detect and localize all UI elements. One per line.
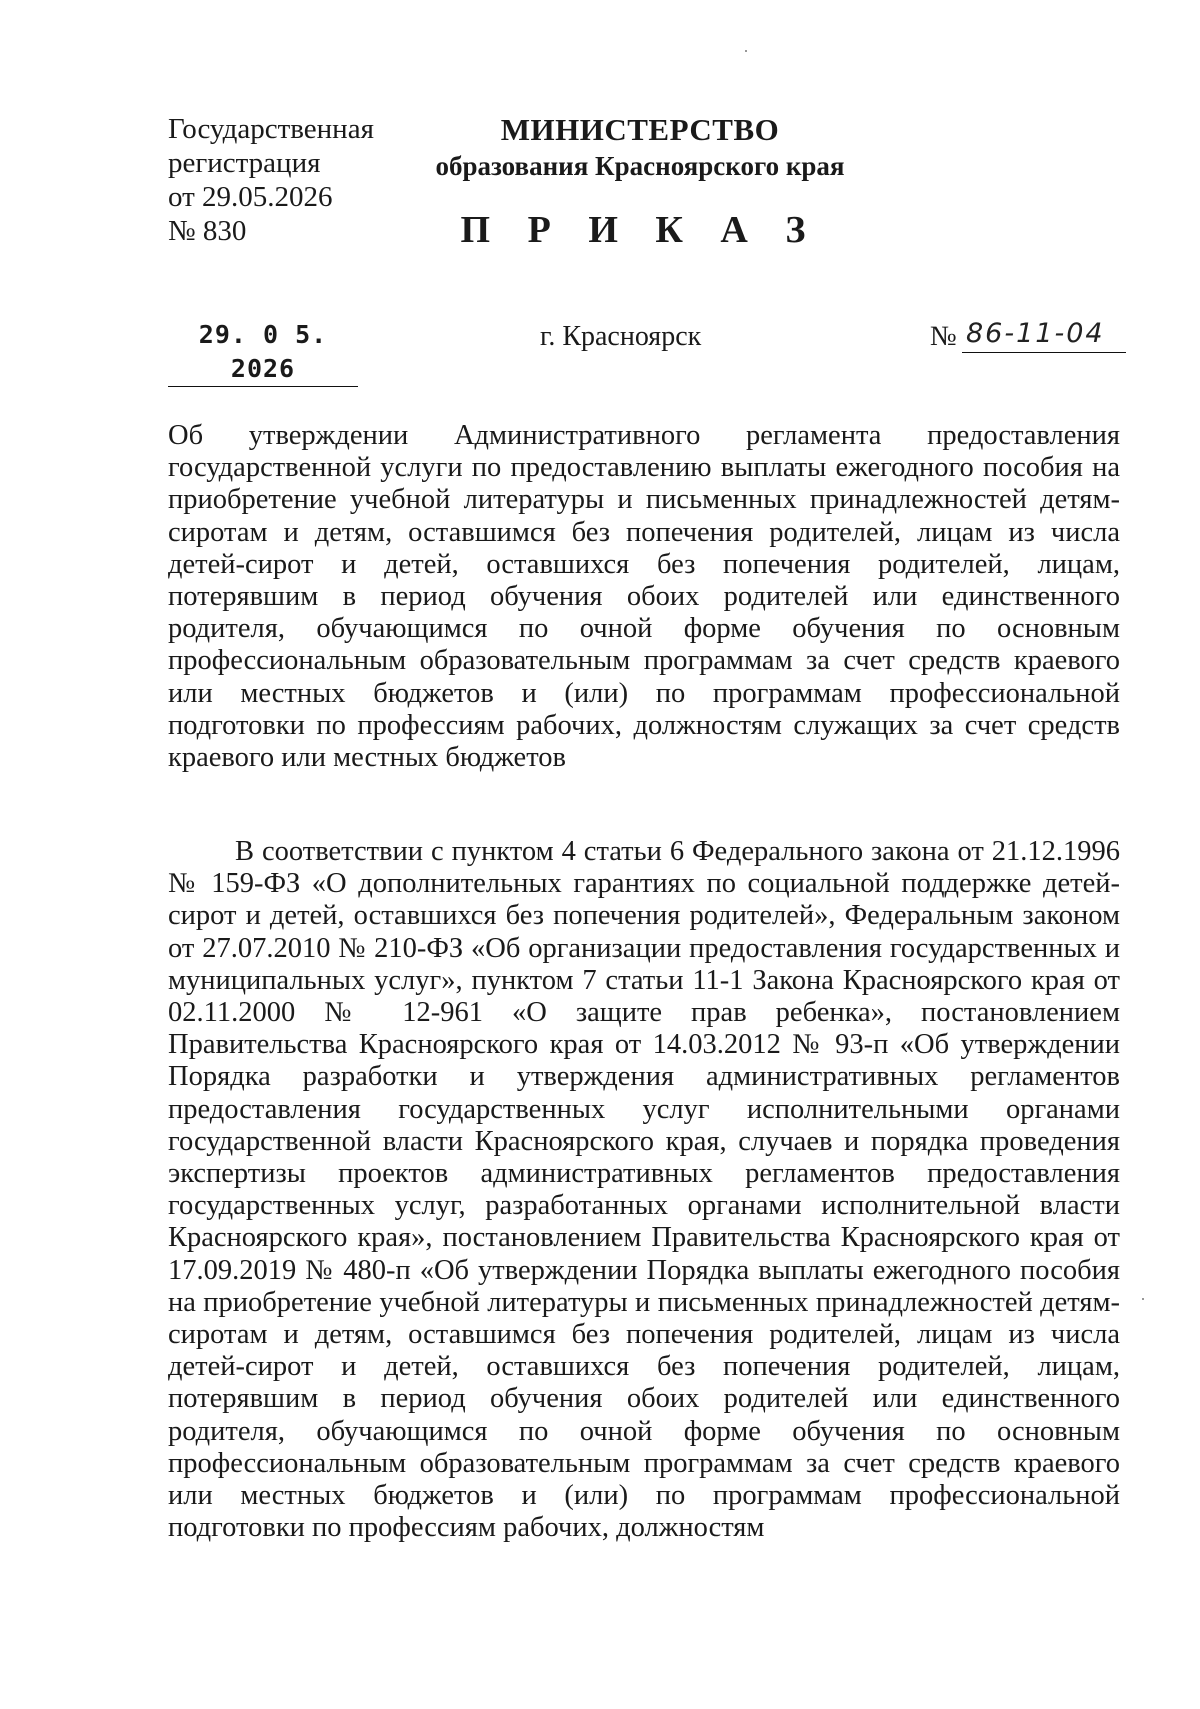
scan-speck [745,50,747,52]
order-number-label: № [930,321,957,352]
order-date: 29. 0 5. 2026 [168,318,358,387]
order-subject: Об утверждении Административного регламента предоставления государственной услуги по предоставлению выплаты ежегодного пособия на приобретение учебной литературы и письменных принадлежностей детям-сиротам и детям, оставшимся без попечения родителей, лицам из числа детей-сирот и детей, оставшихся без попечения родителей, лицам, потерявшим в период обучения обоих родителей или единственного родителя, обучающимся по очной форме обучения по основным профессиональным образовательным программам за счет средств краевого или местных бюджетов и (или) по программам профессиональной подготовки по профессиям рабочих, должностям служащих за счет средств краевого или местных бюджетов [168,420,1120,774]
ministry-department: образования Красноярского края [435,151,845,181]
ministry-title: МИНИСТЕРСТВО [500,112,780,147]
ministry-header [420,112,860,184]
document-type-title: П Р И К А З [460,209,820,251]
registration-line-2: регистрация [168,147,321,179]
registration-line-1: Государственная [168,113,374,145]
order-number-handwritten: 86-11-04 [962,316,1126,353]
registration-block [168,112,374,248]
order-body-paragraph: В соответствии с пунктом 4 статьи 6 Федерального закона от 21.12.1996 № 159-ФЗ «О дополнительных гарантиях по социальной поддержке детей-сирот и детей, оставшихся без попечения родителей», Федеральным законом от 27.07.2010 № 210-ФЗ «Об организации предоставления государственных и муниципальных услуг», пунктом 7 статьи 11-1 Закона Красноярского края от 02.11.2000 № 12-961 «О защите прав ребенка», постановлением Правительства Красноярского края от 14.03.2012 № 93-п «Об утверждении Порядка разработки и утверждения административных регламентов предоставления государственных услуг исполнительными органами государственной власти Красноярского края, случаев и порядка проведения экспертизы проектов административных регламентов предоставления государственных услуг, разработанных органами исполнительной власти Красноярского края», постановлением Правительства Красноярского края от 17.09.2019 № 480-п «Об утверждении Порядка выплаты ежегодного пособия на приобретение учебной литературы и письменных принадлежностей детям-сиротам и детям, оставшимся без попечения родителей, лицам из числа детей-сирот и детей, оставшихся без попечения родителей, лицам, потерявшим в период обучения обоих родителей или единственного родителя, обучающимся по очной форме обучения по основным профессиональным образовательным программам за счет средств краевого или местных бюджетов и (или) по программам профессиональной подготовки по профессиям рабочих, должностям [168,836,1120,1544]
registration-date: от 29.05.2026 [168,181,333,213]
registration-number: № 830 [168,215,247,247]
order-city: г. Красноярск [540,321,702,352]
scan-speck [1142,1298,1144,1300]
